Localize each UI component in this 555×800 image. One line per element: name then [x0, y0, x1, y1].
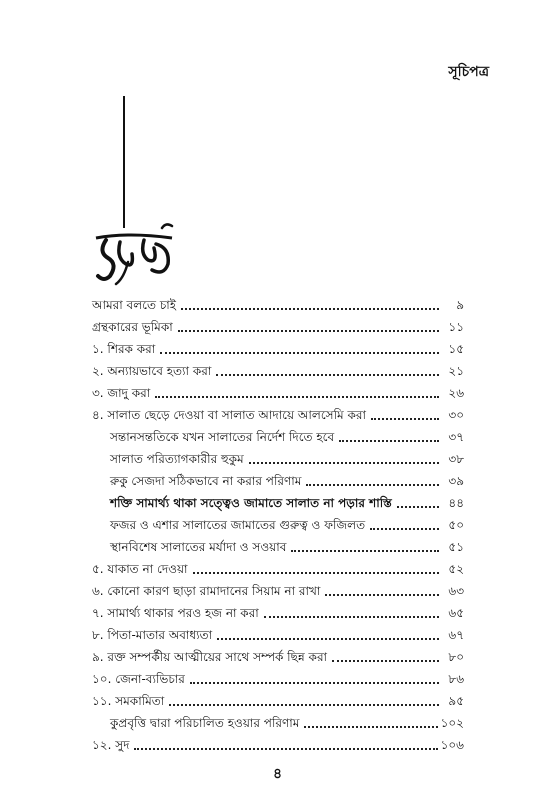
table-of-contents [92, 291, 464, 753]
toc-entry[interactable] [92, 555, 464, 577]
page-number: ৪ [272, 766, 283, 782]
dot-leader [339, 439, 439, 442]
dot-leader [397, 505, 439, 508]
toc-entry-title: ২. অন্যায়ভাবে হত্যা করা [92, 364, 212, 378]
running-title: সূচিপত্র [448, 64, 489, 80]
toc-entry[interactable] [92, 533, 464, 555]
toc-entry-page: ৫২ [448, 562, 464, 576]
toc-entry-page: ৮৬ [448, 672, 464, 686]
toc-entry-page: ৩৮ [448, 452, 464, 466]
dot-leader [370, 527, 439, 530]
toc-entry-page: ৯ [456, 298, 464, 312]
toc-entry[interactable] [92, 709, 464, 731]
calligraphic-heading [88, 218, 178, 288]
dot-leader [325, 593, 439, 596]
toc-entry[interactable] [92, 291, 464, 313]
dot-leader [332, 659, 439, 662]
toc-entry-title: ১১. সমকামিতা [92, 694, 165, 708]
toc-entry-page: ৪৪ [448, 496, 464, 510]
toc-entry-title: সালাত পরিত্যাগকারীর হুকুম [110, 452, 244, 466]
toc-entry-title: আমরা বলতে চাই [92, 298, 177, 312]
dot-leader [193, 571, 439, 574]
toc-entry-title: ১. শিরক করা [92, 342, 156, 356]
toc-entry[interactable] [92, 621, 464, 643]
calligraphy-logo [88, 218, 178, 288]
toc-entry[interactable] [92, 731, 464, 753]
toc-entry[interactable] [92, 401, 464, 423]
toc-entry[interactable] [92, 489, 464, 511]
dot-leader [169, 703, 439, 706]
toc-entry[interactable] [92, 379, 464, 401]
toc-entry-page: ৫১ [448, 540, 464, 554]
dot-leader [304, 725, 437, 728]
toc-entry-page: ৩৯ [448, 474, 464, 488]
toc-entry[interactable] [92, 599, 464, 621]
toc-entry-page: ১৫ [448, 342, 464, 356]
dot-leader [249, 461, 439, 464]
toc-entry[interactable] [92, 445, 464, 467]
toc-entry-title: স্থানবিশেষ সালাতের মর্যাদা ও সওয়াব [110, 540, 287, 554]
toc-entry-title: ৩. জাদু করা [92, 386, 151, 400]
toc-entry-page: ৩৭ [448, 430, 464, 444]
toc-entry[interactable] [92, 577, 464, 599]
dot-leader [155, 395, 439, 398]
dot-leader [178, 329, 439, 332]
toc-entry-title: সন্তানসন্ততিকে যখন সালাতের নির্দেশ দিতে হবে [110, 430, 335, 444]
decorative-hanging-line [123, 96, 125, 228]
toc-entry-page: ৬৩ [448, 584, 464, 598]
toc-entry-title: ৬. কোনো কারণ ছাড়া রামাদানের সিয়াম না রাখা [92, 584, 321, 598]
toc-entry-title: ৮. পিতা-মাতার অবাধ্যতা [92, 628, 213, 642]
toc-entry[interactable] [92, 511, 464, 533]
dot-leader [217, 637, 439, 640]
toc-entry[interactable] [92, 335, 464, 357]
toc-entry-page: ২১ [448, 364, 464, 378]
toc-entry-title: ১০. জেনা-ব্যভিচার [92, 672, 185, 686]
dot-leader [371, 417, 439, 420]
toc-entry[interactable] [92, 467, 464, 489]
toc-entry-title: রুকু সেজদা সঠিকভাবে না করার পরিণাম [110, 474, 302, 488]
toc-entry[interactable] [92, 687, 464, 709]
toc-entry-title: কুপ্রবৃত্তি দ্বারা পরিচালিত হওয়ার পরিণাম [110, 716, 300, 730]
toc-entry[interactable] [92, 357, 464, 379]
toc-entry-title: ৯. রক্ত সম্পর্কীয় আত্মীয়ের সাথে সম্পর্ক ছিন্ন করা [92, 650, 328, 664]
toc-entry-page: ১০৬ [440, 738, 464, 752]
toc-entry[interactable] [92, 313, 464, 335]
toc-entry-page: ৮০ [448, 650, 464, 664]
toc-entry-page: ৫০ [448, 518, 464, 532]
toc-entry[interactable] [92, 665, 464, 687]
toc-entry-title: ৪. সালাত ছেড়ে দেওয়া বা সালাত আদায়ে আলসেমি করা [92, 408, 366, 422]
dot-leader [264, 615, 439, 618]
dot-leader [181, 307, 439, 310]
toc-entry-page: ২৬ [448, 386, 464, 400]
dot-leader [291, 549, 439, 552]
toc-entry[interactable] [92, 643, 464, 665]
toc-entry-title: ৫. যাকাত না দেওয়া [92, 562, 188, 576]
toc-entry-page: ৬৫ [448, 606, 464, 620]
toc-entry-page: ৬৭ [448, 628, 464, 642]
dot-leader [306, 483, 439, 486]
toc-entry-title: শক্তি সামার্থ্য থাকা সত্ত্বেও জামাতে সালাত না পড়ার শাস্তি [110, 496, 392, 510]
dot-leader [160, 351, 439, 354]
toc-entry-page: ৯৫ [448, 694, 464, 708]
toc-entry-title: ১২. সুদ [92, 738, 130, 752]
toc-entry-page: ১০২ [440, 716, 464, 730]
toc-entry-page: ৩০ [448, 408, 464, 422]
toc-entry-page: ১১ [448, 320, 464, 334]
toc-entry-title: ফজর ও এশার সালাতের জামাতের গুরুত্ব ও ফজিলত [110, 518, 366, 532]
dot-leader [216, 373, 439, 376]
toc-entry-title: ৭. সামার্থ্য থাকার পরও হজ না করা [92, 606, 259, 620]
toc-entry[interactable] [92, 423, 464, 445]
dot-leader [134, 747, 437, 750]
toc-entry-title: গ্রন্থকারের ভূমিকা [92, 320, 173, 334]
dot-leader [190, 681, 439, 684]
